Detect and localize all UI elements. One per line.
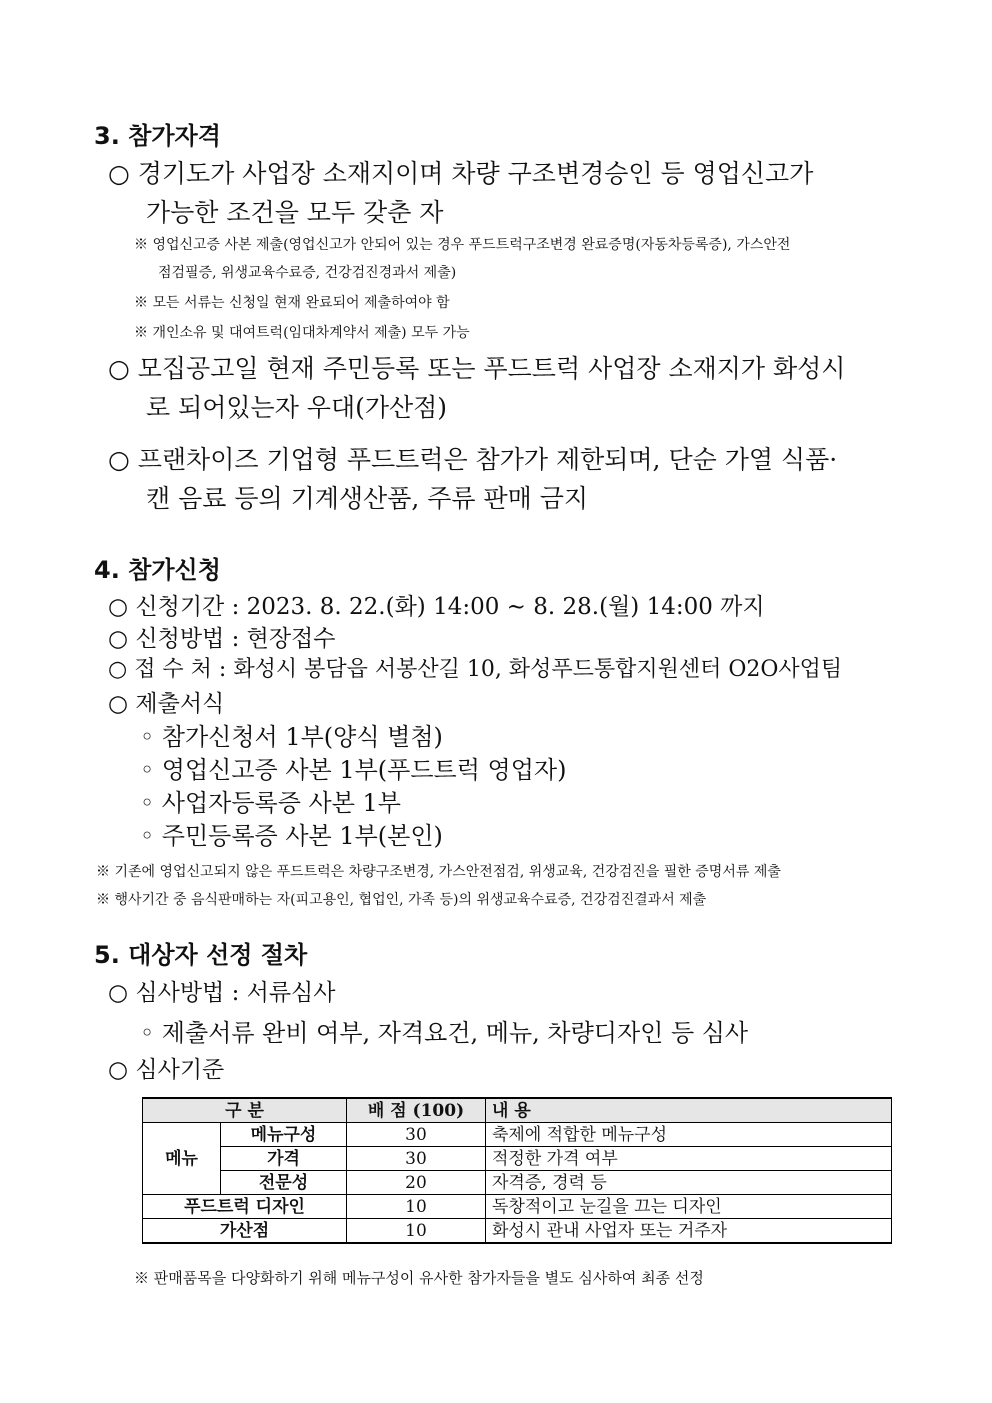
eligibility-note-1-line1: ※ 영업신고증 사본 제출(영업신고가 안되어 있는 경우 푸드트럭구조변경 완료증명(자동차등록증), 가스안전 [134,237,791,253]
eligibility-item-3-line1: ○ 프랜차이즈 기업형 푸드트럭은 참가가 제한되며, 단순 가열 식품· [108,445,838,474]
review-detail: ◦ 제출서류 완비 여부, 자격요건, 메뉴, 차량디자인 등 심사 [140,1019,749,1047]
review-method: ○ 심사방법 : 서류심사 [108,980,336,1006]
table-row [143,1219,892,1244]
section-4-title: 4. 참가신청 [94,556,221,584]
row-label: 메뉴구성 [221,1123,347,1147]
section-5-title: 5. 대상자 선정 절차 [94,941,308,969]
review-criteria-title: ○ 심사기준 [108,1057,225,1083]
eligibility-item-2-line1: ○ 모집공고일 현재 주민등록 또는 푸드트럭 사업장 소재지가 화성시 [108,354,846,383]
header-category: 구 분 [143,1098,347,1123]
row-label: 가격 [221,1147,347,1171]
row-label: 푸드트럭 디자인 [143,1195,347,1219]
row-content: 축제에 적합한 메뉴구성 [486,1123,892,1147]
row-score: 10 [347,1219,486,1244]
table-row [143,1147,892,1171]
eligibility-note-2: ※ 모든 서류는 신청일 현재 완료되어 제출하여야 함 [134,295,450,311]
row-content: 적정한 가격 여부 [486,1147,892,1171]
header-content: 내 용 [486,1098,892,1123]
eligibility-note-1-line2: 점검필증, 위생교육수료증, 건강검진경과서 제출) [158,265,457,281]
eligibility-item-1-line2: 가능한 조건을 모두 갖춘 자 [146,198,444,227]
row-score: 10 [347,1195,486,1219]
submission-doc-item: ◦ 참가신청서 1부(양식 별첨) [140,723,443,751]
row-score: 30 [347,1123,486,1147]
menu-group-label: 메뉴 [143,1123,221,1195]
application-period: ○ 신청기간 : 2023. 8. 22.(화) 14:00 ∼ 8. 28.(월) 14:00 까지 [108,594,765,620]
table-row [143,1171,892,1195]
row-score: 30 [347,1147,486,1171]
row-content: 화성시 관내 사업자 또는 거주자 [486,1219,892,1244]
application-method: ○ 신청방법 : 현장접수 [108,626,336,652]
eligibility-item-3-line2: 캔 음료 등의 기계생산품, 주류 판매 금지 [146,484,589,513]
final-selection-note: ※ 판매품목을 다양화하기 위해 메뉴구성이 유사한 참가자들을 별도 심사하여 최종 선정 [134,1269,704,1287]
submission-doc-item: ◦ 사업자등록증 사본 1부 [140,789,401,817]
row-content: 자격증, 경력 등 [486,1171,892,1195]
submission-docs-title: ○ 제출서식 [108,691,225,717]
header-score: 배 점 (100) [347,1098,486,1123]
application-note-b: ※ 행사기간 중 음식판매하는 자(피고용인, 협업인, 가족 등)의 위생교육수료증, 건강검진결과서 제출 [96,892,707,908]
eligibility-item-1-line1: ○ 경기도가 사업장 소재지이며 차량 구조변경승인 등 영업신고가 [108,159,814,188]
row-score: 20 [347,1171,486,1195]
application-place: ○ 접 수 처 : 화성시 봉담읍 서봉산길 10, 화성푸드통합지원센터 O2O사업팀 [108,657,843,682]
section-3-title: 3. 참가자격 [94,122,221,150]
row-label: 전문성 [221,1171,347,1195]
row-label: 가산점 [143,1219,347,1244]
row-content: 독창적이고 눈길을 끄는 디자인 [486,1195,892,1219]
criteria-table [142,1097,892,1244]
submission-doc-item: ◦ 영업신고증 사본 1부(푸드트럭 영업자) [140,756,567,784]
table-row [143,1123,892,1147]
application-note-a: ※ 기존에 영업신고되지 않은 푸드트럭은 차량구조변경, 가스안전점검, 위생교육, 건강검진을 필한 증명서류 제출 [96,864,781,880]
eligibility-note-3: ※ 개인소유 및 대여트럭(임대차계약서 제출) 모두 가능 [134,325,470,341]
table-header-row [143,1098,892,1123]
table-row [143,1195,892,1219]
eligibility-item-2-line2: 로 되어있는자 우대(가산점) [146,393,448,422]
submission-doc-item: ◦ 주민등록증 사본 1부(본인) [140,822,443,850]
